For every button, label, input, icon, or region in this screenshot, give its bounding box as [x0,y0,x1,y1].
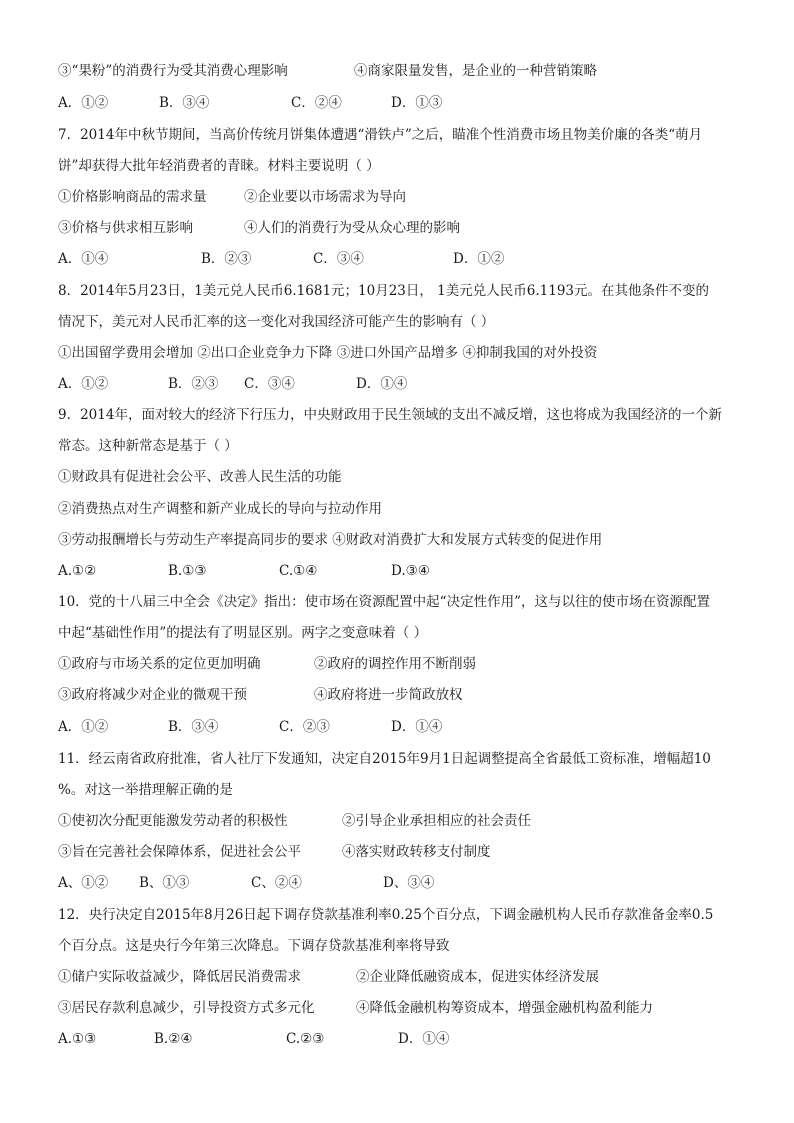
q9-stem-line2: 常态。这种新常态是基于（ ） [58,438,238,454]
q7-option-b[interactable]: B．②③ [201,251,252,267]
q11-option-c[interactable]: C、②④ [251,875,302,891]
q7-option-a[interactable]: A．①④ [58,251,109,267]
q12-s3: ③居民存款利息减少，引导投资方式多元化 [58,1000,315,1016]
q7-s4: ④人们的消费行为受从众心理的影响 [244,220,460,236]
q7-s3: ③价格与供求相互影响 [58,220,193,236]
q11-s1: ①使初次分配更能激发劳动者的积极性 [58,813,288,829]
q11-stem-line2: %。对这一举措理解正确的是 [58,782,233,798]
q9-option-d[interactable]: D.③④ [391,563,430,579]
q12-option-b[interactable]: B.②④ [154,1031,193,1047]
q8-option-d[interactable]: D．①④ [356,376,408,392]
q9-statements-3-4: ③劳动报酬增长与劳动生产率提高同步的要求 ④财政对消费扩大和发展方式转变的促进作用 [58,532,603,548]
q12-option-c[interactable]: C.②③ [286,1031,325,1047]
q8-option-a[interactable]: A．①② [58,376,109,392]
q9-statement-2: ②消费热点对生产调整和新产业成长的导向与拉动作用 [58,501,382,517]
q6-statement-3 [58,62,597,80]
q8-stem-line1: 8．2014年5月23日，1美元兑人民币6.1681元；10月23日， 1美元兑人民币6.1193元。在其他条件不变的 [58,283,710,299]
q12-option-a[interactable]: A.①③ [58,1031,97,1047]
q10-s3: ③政府将减少对企业的微观干预 [58,687,247,703]
q10-statements-row2 [58,686,463,704]
q10-statements-row1 [58,655,476,673]
q12-stem-line2: 个百分点。这是央行今年第三次降息。下调存贷款基准利率将导致 [58,938,450,954]
q10-s2: ②政府的调控作用不断削弱 [314,656,476,672]
q6-option-d[interactable]: D．①③ [391,95,443,111]
q11-s3: ③旨在完善社会保障体系，促进社会公平 [58,844,301,860]
q10-stem-line2: 中起“基础性作用”的提法有了明显区别。两字之变意味着（ ） [58,625,428,641]
q8-option-b[interactable]: B．②③ [168,376,219,392]
q8-statements: ①出国留学费用会增加 ②出口企业竞争力下降 ③进口外国产品增多 ④抑制我国的对外投资 [58,345,598,361]
q10-s4: ④政府将进一步简政放权 [314,687,463,703]
q7-statements-row2 [58,219,460,237]
q7-s2: ②企业要以市场需求为导向 [244,189,406,205]
q9-option-a[interactable]: A.①② [58,563,97,579]
q10-s1: ①政府与市场关系的定位更加明确 [58,656,261,672]
q7-stem-line1: 7．2014年中秋节期间，当高价传统月饼集体遭遇“滑铁卢”之后，瞄准个性消费市场且物美价廉的各类“萌月 [58,127,703,143]
q9-option-c[interactable]: C.①④ [279,563,318,579]
q11-s2: ②引导企业承担相应的社会责任 [342,813,531,829]
q11-option-a[interactable]: A、①② [58,875,109,891]
q10-option-d[interactable]: D．①④ [391,719,443,735]
q11-option-d[interactable]: D、③④ [383,875,435,891]
q9-option-b[interactable]: B.①③ [168,563,207,579]
q12-option-d[interactable]: D．①④ [398,1031,450,1047]
q12-statements-row1 [58,968,599,986]
q10-option-a[interactable]: A．①② [58,719,109,735]
q11-statements-row2 [58,843,491,861]
q11-s4: ④落实财政转移支付制度 [342,844,491,860]
q11-option-b[interactable]: B、①③ [139,875,190,891]
q7-statements-row1 [58,188,406,206]
q6-option-a[interactable]: A．①② [58,95,109,111]
q9-stem-line1: 9．2014年，面对较大的经济下行压力，中央财政用于民生领域的支出不减反增，这也将成为我国经济的一个新 [58,407,722,423]
q12-s2: ②企业降低融资成本，促进实体经济发展 [356,969,599,985]
q6-s3-text: ③“果粉”的消费行为受其消费心理影响 [58,63,288,79]
q12-statements-row2 [58,999,653,1017]
q8-stem-line2: 情况下，美元对人民币汇率的这一变化对我国经济可能产生的影响有（ ） [58,314,495,330]
q11-statements-row1 [58,812,531,830]
q7-option-d[interactable]: D．①② [453,251,505,267]
q12-stem-line1: 12．央行决定自2015年8月26日起下调存贷款基准利率0.25个百分点，下调金融机构人民币存款准备金率0.5 [58,907,714,923]
q11-stem-line1: 11．经云南省政府批准，省人社厅下发通知，决定自2015年9月1日起调整提高全省最低工资标准，增幅超10 [58,751,711,767]
q10-option-c[interactable]: C．②③ [279,719,330,735]
q8-option-c[interactable]: C．③④ [244,376,295,392]
q7-option-c[interactable]: C．③④ [313,251,364,267]
q12-s1: ①储户实际收益减少，降低居民消费需求 [58,969,301,985]
q6-option-c[interactable]: C．②④ [291,95,342,111]
q6-option-b[interactable]: B．③④ [159,95,210,111]
q7-stem-line2: 饼”却获得大批年轻消费者的青睐。材料主要说明（ ） [58,158,380,174]
q7-s1: ①价格影响商品的需求量 [58,189,207,205]
q10-stem-line1: 10．党的十八届三中全会《决定》指出：使市场在资源配置中起“决定性作用”，这与以往的使市场在资源配置 [58,594,710,610]
q12-s4: ④降低金融机构筹资成本，增强金融机构盈利能力 [356,1000,653,1016]
q10-option-b[interactable]: B．③④ [168,719,219,735]
q6-s4-text: ④商家限量发售，是企业的一种营销策略 [354,63,597,79]
q9-statement-1: ①财政具有促进社会公平、改善人民生活的功能 [58,469,342,485]
